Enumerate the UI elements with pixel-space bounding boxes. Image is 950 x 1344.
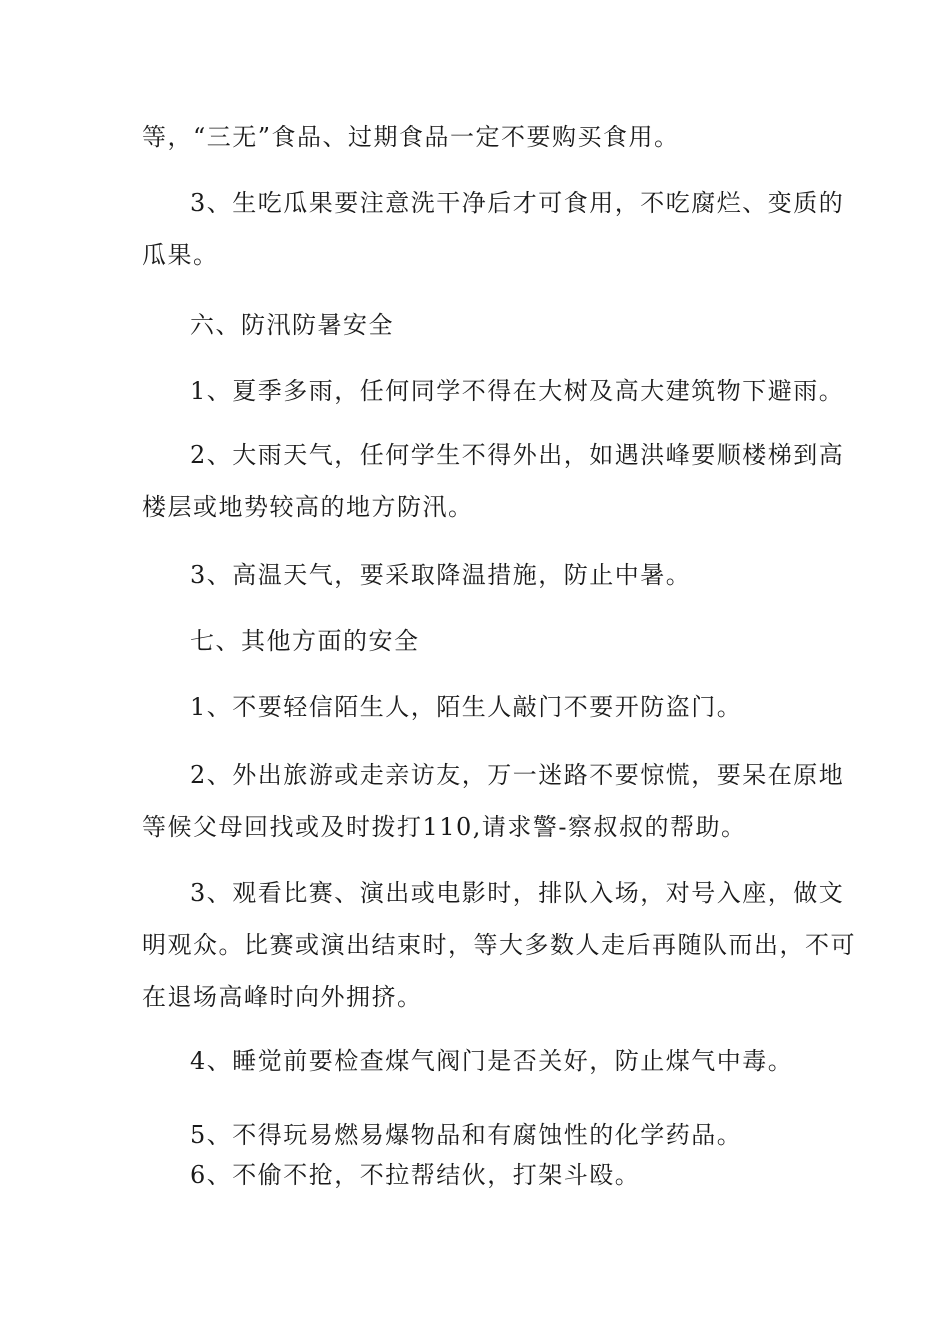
paragraph-line-rain-shelter: 1、夏季多雨，任何同学不得在大树及高大建筑物下避雨。 xyxy=(190,377,845,405)
paragraph-line-food-continued: 等，“三无”食品、过期食品一定不要购买食用。 xyxy=(142,123,680,151)
paragraph-line-chemicals: 5、不得玩易燃易爆物品和有腐蚀性的化学药品。 xyxy=(190,1121,743,1149)
paragraph-line-storm-1: 2、大雨天气，任何学生不得外出，如遇洪峰要顺楼梯到高 xyxy=(190,441,845,469)
paragraph-line-strangers: 1、不要轻信陌生人，陌生人敲门不要开防盗门。 xyxy=(190,693,743,721)
paragraph-line-gas: 4、睡觉前要检查煤气阀门是否关好，防止煤气中毒。 xyxy=(190,1047,794,1075)
paragraph-line-storm-2: 楼层或地势较高的地方防汛。 xyxy=(142,493,474,521)
paragraph-line-conduct: 6、不偷不抢，不拉帮结伙，打架斗殴。 xyxy=(190,1161,641,1189)
paragraph-line-lost-2: 等候父母回找或及时拨打110,请求警-察叔叔的帮助。 xyxy=(142,813,747,841)
paragraph-line-events-2: 明观众。比赛或演出结束时，等大多数人走后再随队而出，不可 xyxy=(142,931,856,959)
paragraph-line-events-1: 3、观看比赛、演出或电影时，排队入场，对号入座，做文 xyxy=(190,879,845,907)
paragraph-line-heat: 3、高温天气，要采取降温措施，防止中暑。 xyxy=(190,561,692,589)
section-heading-other-safety: 七、其他方面的安全 xyxy=(190,627,420,655)
paragraph-line-lost-1: 2、外出旅游或走亲访友，万一迷路不要惊慌，要呆在原地 xyxy=(190,761,845,789)
paragraph-line-fruit-2: 瓜果。 xyxy=(142,241,219,269)
paragraph-line-events-3: 在退场高峰时向外拥挤。 xyxy=(142,983,423,1011)
paragraph-line-fruit-1: 3、生吃瓜果要注意洗干净后才可食用，不吃腐烂、变质的 xyxy=(190,189,845,217)
section-heading-flood-heat: 六、防汛防暑安全 xyxy=(190,311,394,339)
